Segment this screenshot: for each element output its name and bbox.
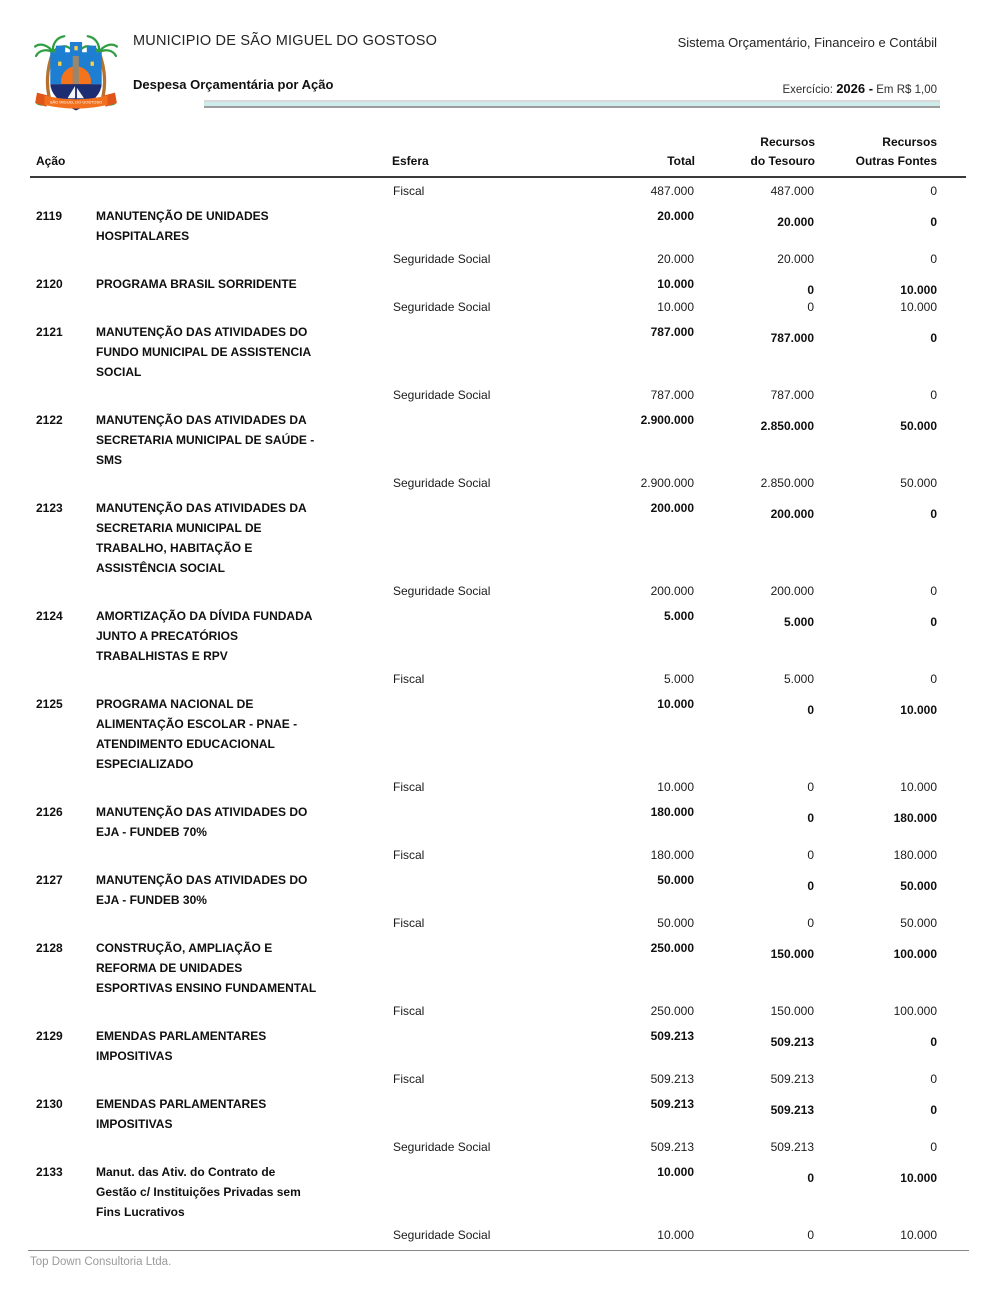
total-cell: 5.000 [663, 672, 694, 686]
esfera-cell [392, 320, 560, 382]
outras-cell: 10.000 [900, 283, 937, 297]
name-cell [95, 246, 392, 272]
total-cell: 10.000 [657, 780, 694, 794]
outras-cell: 0 [930, 615, 937, 629]
name-cell [95, 1066, 392, 1092]
tesouro-cell: 20.000 [777, 215, 814, 229]
action-row [30, 204, 966, 246]
name-cell [95, 1222, 392, 1248]
esfera-cell [392, 692, 560, 774]
tesouro-cell: 0 [807, 1228, 814, 1242]
total-cell: 509.213 [650, 1097, 694, 1111]
table-body [30, 177, 966, 1248]
code-cell [30, 998, 95, 1024]
esfera-cell [392, 868, 560, 910]
action-row [30, 868, 966, 910]
esfera-cell [392, 272, 560, 294]
esfera-cell: Seguridade Social [393, 1228, 491, 1242]
name-cell: MANUTENÇÃO DAS ATIVIDADES DO EJA - FUNDEB 30% [96, 873, 308, 907]
code-cell: 2120 [36, 277, 63, 291]
esfera-cell: Fiscal [393, 848, 425, 862]
name-cell: MANUTENÇÃO DAS ATIVIDADES DA SECRETARIA MUNICIPAL DE SAÚDE - SMS [96, 413, 315, 467]
code-cell: 2129 [36, 1029, 63, 1043]
tesouro-cell: 20.000 [777, 252, 814, 266]
total-cell: 5.000 [663, 609, 694, 623]
name-cell [95, 177, 392, 204]
budget-table [30, 133, 966, 1248]
total-cell: 180.000 [650, 805, 694, 819]
tesouro-cell: 150.000 [770, 1004, 814, 1018]
total-cell: 50.000 [657, 916, 694, 930]
outras-cell: 50.000 [900, 476, 937, 490]
esfera-cell [392, 800, 560, 842]
code-cell [30, 470, 95, 496]
outras-cell: 50.000 [900, 916, 937, 930]
code-cell: 2122 [36, 413, 63, 427]
esfera-cell: Seguridade Social [393, 388, 491, 402]
tesouro-cell: 0 [807, 283, 814, 297]
tesouro-cell: 509.213 [770, 1140, 814, 1154]
outras-cell: 10.000 [900, 780, 937, 794]
tesouro-cell: 787.000 [770, 388, 814, 402]
esfera-cell: Fiscal [393, 1004, 425, 1018]
code-cell: 2126 [36, 805, 63, 819]
name-cell: PROGRAMA BRASIL SORRIDENTE [96, 277, 297, 291]
column-header-line: do Tesouro [750, 154, 815, 168]
esfera-row [30, 842, 966, 868]
outras-cell: 0 [930, 1103, 937, 1117]
outras-cell: 10.000 [900, 1171, 937, 1185]
outras-cell: 10.000 [900, 703, 937, 717]
code-cell: 2127 [36, 873, 63, 887]
esfera-cell [392, 936, 560, 998]
column-header-esfera: Esfera [392, 133, 560, 177]
tesouro-cell: 200.000 [770, 584, 814, 598]
esfera-row [30, 246, 966, 272]
esfera-cell: Seguridade Social [393, 476, 491, 490]
column-header-total: Total [560, 133, 695, 177]
code-cell [30, 774, 95, 800]
total-cell: 20.000 [657, 252, 694, 266]
total-cell: 509.213 [650, 1140, 694, 1154]
code-cell: 2121 [36, 325, 63, 339]
exercise-year: 2026 - [836, 81, 874, 96]
column-header-recursos-tesouro [695, 133, 815, 177]
outras-cell: 0 [930, 1072, 937, 1086]
outras-cell: 10.000 [900, 1228, 937, 1242]
tesouro-cell: 0 [807, 811, 814, 825]
municipality-name: MUNICIPIO DE SÃO MIGUEL DO GOSTOSO [133, 33, 438, 49]
esfera-cell: Seguridade Social [393, 1140, 491, 1154]
esfera-row [30, 1134, 966, 1160]
footer-company: Top Down Consultoria Ltda. [30, 1256, 172, 1268]
esfera-row [30, 294, 966, 320]
esfera-row [30, 666, 966, 692]
tesouro-cell: 2.850.000 [760, 476, 814, 490]
code-cell [30, 578, 95, 604]
code-cell: 2119 [36, 209, 63, 223]
total-cell: 10.000 [657, 300, 694, 314]
esfera-cell: Fiscal [393, 916, 425, 930]
tesouro-cell: 509.213 [770, 1035, 814, 1049]
esfera-cell: Fiscal [393, 672, 425, 686]
tesouro-cell: 509.213 [770, 1103, 814, 1117]
action-row [30, 320, 966, 382]
outras-cell: 0 [930, 672, 937, 686]
tesouro-cell: 0 [807, 848, 814, 862]
outras-cell: 100.000 [893, 1004, 937, 1018]
name-cell [95, 1134, 392, 1160]
action-row [30, 800, 966, 842]
code-cell: 2123 [36, 501, 63, 515]
tesouro-cell: 2.850.000 [760, 419, 814, 433]
outras-cell: 50.000 [900, 879, 937, 893]
name-cell: MANUTENÇÃO DE UNIDADES HOSPITALARES [96, 209, 269, 243]
code-cell [30, 382, 95, 408]
ribbon-text: SÃO MIGUEL DO GOSTOSO [49, 99, 103, 105]
esfera-cell [392, 1160, 560, 1222]
name-cell [95, 578, 392, 604]
total-cell: 180.000 [650, 848, 694, 862]
code-cell [30, 246, 95, 272]
total-cell: 509.213 [650, 1029, 694, 1043]
code-cell [30, 1134, 95, 1160]
code-cell: 2128 [36, 941, 63, 955]
total-cell: 487.000 [650, 184, 694, 198]
system-name: Sistema Orçamentário, Financeiro e Contábil [677, 35, 937, 50]
code-cell [30, 842, 95, 868]
total-cell: 250.000 [650, 1004, 694, 1018]
outras-cell: 0 [930, 1035, 937, 1049]
name-cell: EMENDAS PARLAMENTARES IMPOSITIVAS [96, 1029, 267, 1063]
esfera-row [30, 470, 966, 496]
total-cell: 200.000 [650, 584, 694, 598]
total-cell: 509.213 [650, 1072, 694, 1086]
esfera-cell [392, 204, 560, 246]
esfera-cell [392, 496, 560, 578]
esfera-row [30, 1066, 966, 1092]
outras-cell: 0 [930, 584, 937, 598]
outras-cell: 0 [930, 331, 937, 345]
total-cell: 10.000 [657, 1228, 694, 1242]
code-cell: 2133 [36, 1165, 63, 1179]
code-cell: 2125 [36, 697, 63, 711]
total-cell: 2.900.000 [640, 413, 694, 427]
name-cell [95, 382, 392, 408]
esfera-row [30, 382, 966, 408]
outras-cell: 180.000 [893, 848, 937, 862]
esfera-cell: Fiscal [393, 780, 425, 794]
esfera-cell [392, 1024, 560, 1066]
esfera-row [30, 998, 966, 1024]
name-cell [95, 998, 392, 1024]
name-cell [95, 774, 392, 800]
total-cell: 50.000 [657, 873, 694, 887]
table-header-row [30, 133, 966, 177]
code-cell: 2124 [36, 609, 63, 623]
code-cell [30, 294, 95, 320]
tesouro-cell: 787.000 [770, 331, 814, 345]
tesouro-cell: 509.213 [770, 1072, 814, 1086]
name-cell [95, 294, 392, 320]
column-header-recursos-outras [815, 133, 966, 177]
outras-cell: 50.000 [900, 419, 937, 433]
name-cell: AMORTIZAÇÃO DA DÍVIDA FUNDADA JUNTO A PRECATÓRIOS TRABALHISTAS E RPV [96, 609, 313, 663]
action-row [30, 1160, 966, 1222]
esfera-cell [392, 1092, 560, 1134]
total-cell: 10.000 [657, 1165, 694, 1179]
exercise-info [782, 81, 937, 96]
outras-cell: 0 [930, 252, 937, 266]
esfera-cell: Fiscal [393, 1072, 425, 1086]
esfera-cell: Seguridade Social [393, 300, 491, 314]
tesouro-cell: 0 [807, 780, 814, 794]
esfera-row [30, 774, 966, 800]
total-cell: 787.000 [650, 388, 694, 402]
report-title: Despesa Orçamentária por Ação [133, 77, 334, 92]
name-cell [95, 842, 392, 868]
action-row [30, 272, 966, 294]
name-cell: EMENDAS PARLAMENTARES IMPOSITIVAS [96, 1097, 267, 1131]
esfera-cell: Fiscal [393, 184, 425, 198]
name-cell: PROGRAMA NACIONAL DE ALIMENTAÇÃO ESCOLAR - PNAE - ATENDIMENTO EDUCACIONAL ESPECIALIZADO [96, 697, 298, 771]
outras-cell: 100.000 [893, 947, 937, 961]
code-cell [30, 910, 95, 936]
name-cell [95, 910, 392, 936]
action-row [30, 1092, 966, 1134]
action-row [30, 408, 966, 470]
currency-note: Em R$ 1,00 [876, 84, 937, 96]
tesouro-cell: 150.000 [770, 947, 814, 961]
code-cell: 2130 [36, 1097, 63, 1111]
exercise-label: Exercício: [782, 84, 833, 96]
name-cell: MANUTENÇÃO DAS ATIVIDADES DA SECRETARIA MUNICIPAL DE TRABALHO, HABITAÇÃO E ASSISTÊNCIA SOCIAL [96, 501, 307, 575]
tesouro-cell: 5.000 [783, 615, 814, 629]
code-cell [30, 1222, 95, 1248]
action-row [30, 496, 966, 578]
name-cell [95, 470, 392, 496]
name-cell: MANUTENÇÃO DAS ATIVIDADES DO EJA - FUNDEB 70% [96, 805, 308, 839]
outras-cell: 0 [930, 507, 937, 521]
total-cell: 200.000 [650, 501, 694, 515]
total-cell: 10.000 [657, 277, 694, 291]
action-row [30, 1024, 966, 1066]
outras-cell: 0 [930, 184, 937, 198]
action-row [30, 692, 966, 774]
action-row [30, 604, 966, 666]
code-cell [30, 1066, 95, 1092]
esfera-cell: Seguridade Social [393, 252, 491, 266]
column-header-line: Outras Fontes [855, 154, 937, 168]
outras-cell: 0 [930, 215, 937, 229]
column-header-line: Recursos [760, 135, 815, 149]
outras-cell: 10.000 [900, 300, 937, 314]
column-header-line: Recursos [882, 135, 937, 149]
esfera-cell [392, 408, 560, 470]
total-cell: 20.000 [657, 209, 694, 223]
name-cell: CONSTRUÇÃO, AMPLIAÇÃO E REFORMA DE UNIDADES ESPORTIVAS ENSINO FUNDAMENTAL [96, 941, 317, 995]
code-cell [30, 666, 95, 692]
action-row [30, 936, 966, 998]
esfera-cell [392, 604, 560, 666]
tesouro-cell: 0 [807, 879, 814, 893]
column-header-acao: Ação [30, 133, 392, 177]
name-cell: Manut. das Ativ. do Contrato de Gestão c/ Instituições Privadas sem Fins Lucrativos [96, 1165, 301, 1219]
teal-divider [204, 100, 940, 108]
tesouro-cell: 487.000 [770, 184, 814, 198]
total-cell: 787.000 [650, 325, 694, 339]
outras-cell: 0 [930, 388, 937, 402]
municipality-coat-of-arms-logo [30, 24, 122, 118]
total-cell: 2.900.000 [640, 476, 694, 490]
esfera-row [30, 578, 966, 604]
outras-cell: 180.000 [893, 811, 937, 825]
esfera-row [30, 177, 966, 204]
tesouro-cell: 5.000 [783, 672, 814, 686]
outras-cell: 0 [930, 1140, 937, 1154]
esfera-row [30, 1222, 966, 1248]
name-cell: MANUTENÇÃO DAS ATIVIDADES DO FUNDO MUNICIPAL DE ASSISTENCIA SOCIAL [96, 325, 312, 379]
tesouro-cell: 0 [807, 916, 814, 930]
footer-divider [28, 1250, 969, 1251]
name-cell [95, 666, 392, 692]
code-cell [30, 177, 95, 204]
tesouro-cell: 200.000 [770, 507, 814, 521]
tesouro-cell: 0 [807, 1171, 814, 1185]
tesouro-cell: 0 [807, 703, 814, 717]
esfera-cell: Seguridade Social [393, 584, 491, 598]
total-cell: 10.000 [657, 697, 694, 711]
esfera-row [30, 910, 966, 936]
tesouro-cell: 0 [807, 300, 814, 314]
total-cell: 250.000 [650, 941, 694, 955]
